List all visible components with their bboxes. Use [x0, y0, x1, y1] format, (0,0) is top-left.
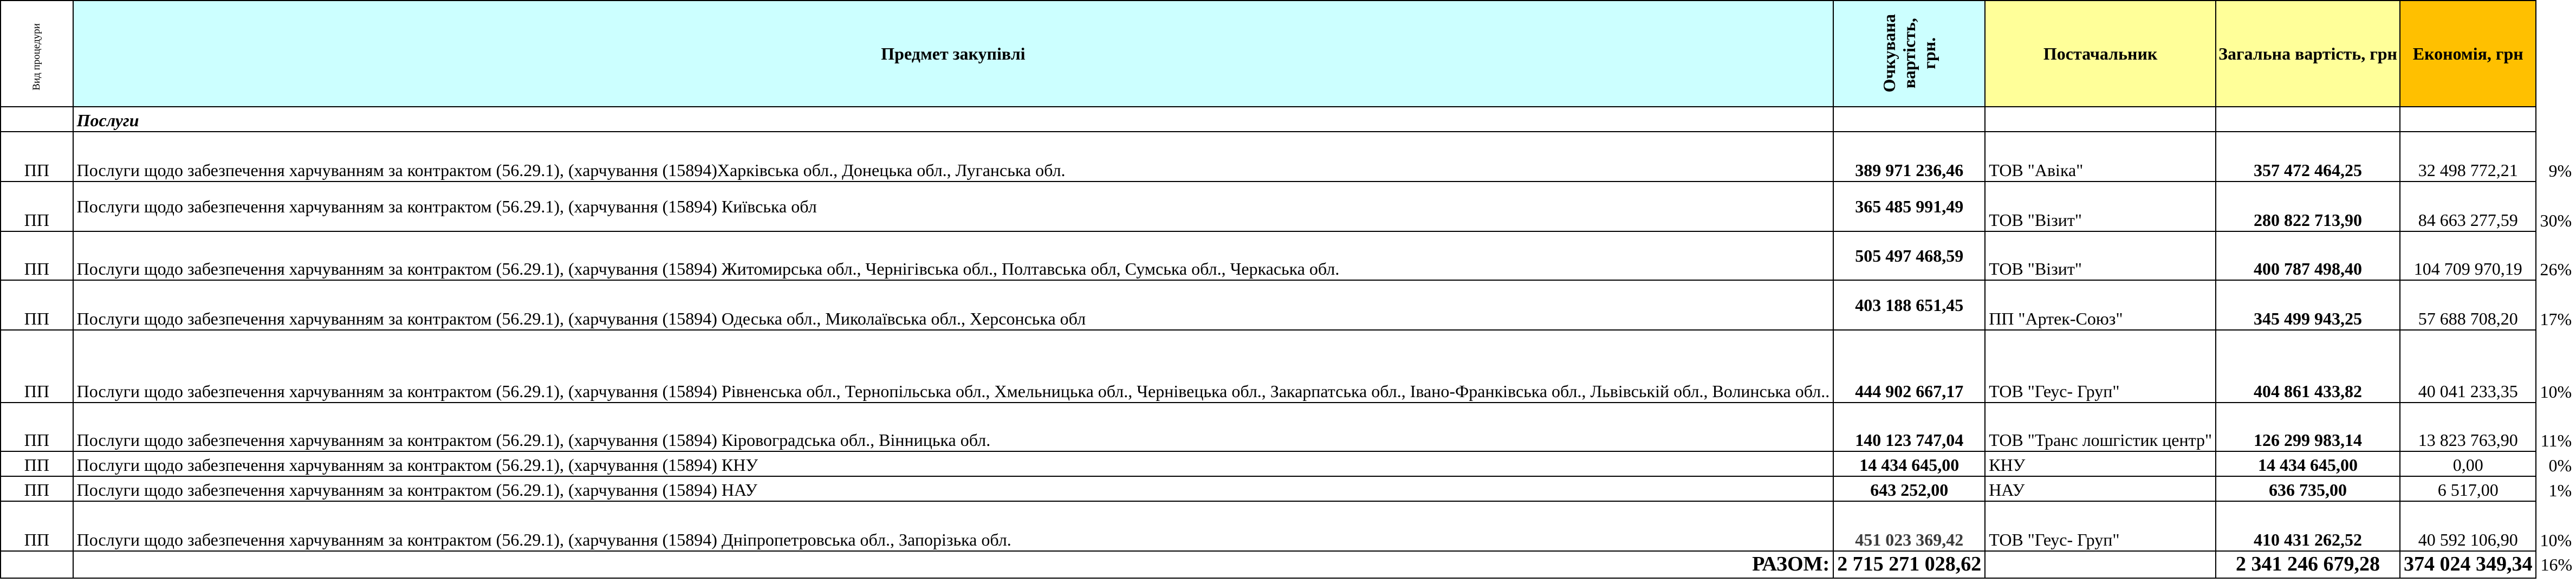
totals-row — [1, 551, 2575, 578]
procedure-cell: ПП — [1, 231, 73, 280]
totals-total-value: 2 341 246 679,28 — [2216, 551, 2400, 578]
procedure-cell: ПП — [1, 501, 73, 551]
header-expected-value: Очкувана вартість, грн. — [1833, 1, 1985, 107]
savings-cell: 104 709 970,19 — [2400, 231, 2536, 280]
header-savings: Економія, грн — [2400, 1, 2536, 107]
subject-cell: Послуги щодо забезпечення харчуванням за контрактом (56.29.1), (харчування (15894) Дніпропетровська обл., Запорізька обл. — [73, 501, 1834, 551]
procedure-cell: ПП — [1, 182, 73, 231]
expected-value-cell: 365 485 991,49 — [1833, 182, 1985, 231]
table-row — [1, 476, 2575, 501]
section-proc-cell — [1, 107, 73, 132]
subject-cell: Послуги щодо забезпечення харчуванням за контрактом (56.29.1), (харчування (15894) НАУ — [73, 476, 1834, 501]
expected-value-cell: 403 188 651,45 — [1833, 280, 1985, 330]
supplier-cell: ТОВ "Візит" — [1985, 231, 2216, 280]
subject-cell: Послуги щодо забезпечення харчуванням за контрактом (56.29.1), (харчування (15894) Київська обл — [73, 182, 1834, 231]
savings-cell: 57 688 708,20 — [2400, 280, 2536, 330]
expected-value-cell: 505 497 468,59 — [1833, 231, 1985, 280]
total-value-cell: 410 431 262,52 — [2216, 501, 2400, 551]
table-row — [1, 451, 2575, 476]
percent-cell: 1% — [2548, 481, 2572, 500]
table-row — [1, 330, 2575, 403]
header-procedure-type: Вид процедури — [1, 1, 73, 107]
savings-cell: 84 663 277,59 — [2400, 182, 2536, 231]
expected-value-cell: 451 023 369,42 — [1833, 501, 1985, 551]
totals-percent: 16% — [2540, 554, 2573, 574]
subject-cell: Послуги щодо забезпечення харчуванням за контрактом (56.29.1), (харчування (15894) Кіровоградська обл., Вінницька обл. — [73, 403, 1834, 451]
percent-cell: 10% — [2540, 530, 2572, 550]
savings-cell: 13 823 763,90 — [2400, 403, 2536, 451]
supplier-cell: ТОВ "Геус- Груп" — [1985, 330, 2216, 403]
table-row — [1, 182, 2575, 231]
total-value-cell: 14 434 645,00 — [2216, 451, 2400, 476]
supplier-cell: ПП "Артек-Союз" — [1985, 280, 2216, 330]
percent-cell: 17% — [2540, 309, 2572, 329]
savings-cell: 0,00 — [2400, 451, 2536, 476]
totals-expected-value: 2 715 271 028,62 — [1833, 551, 1985, 578]
procedure-cell: ПП — [1, 132, 73, 182]
section-row — [1, 107, 2575, 132]
savings-cell: 6 517,00 — [2400, 476, 2536, 501]
procedure-cell: ПП — [1, 280, 73, 330]
savings-cell: 40 592 106,90 — [2400, 501, 2536, 551]
procedure-cell: ПП — [1, 330, 73, 403]
table-row — [1, 403, 2575, 451]
expected-value-cell: 389 971 236,46 — [1833, 132, 1985, 182]
table-row — [1, 280, 2575, 330]
total-value-cell: 400 787 498,40 — [2216, 231, 2400, 280]
percent-cell: 11% — [2540, 431, 2572, 450]
percent-cell: 26% — [2540, 260, 2572, 279]
savings-cell: 32 498 772,21 — [2400, 132, 2536, 182]
procedure-cell: ПП — [1, 476, 73, 501]
total-value-cell: 404 861 433,82 — [2216, 330, 2400, 403]
expected-value-cell: 643 252,00 — [1833, 476, 1985, 501]
supplier-cell: ТОВ "Авіка" — [1985, 132, 2216, 182]
total-value-cell: 357 472 464,25 — [2216, 132, 2400, 182]
supplier-cell: ТОВ "Геус- Груп" — [1985, 501, 2216, 551]
subject-cell: Послуги щодо забезпечення харчуванням за контрактом (56.29.1), (харчування (15894)Харківська обл., Донецька обл., Луганська обл. — [73, 132, 1834, 182]
table-row — [1, 231, 2575, 280]
subject-cell: Послуги щодо забезпечення харчуванням за контрактом (56.29.1), (харчування (15894) Рівненська обл., Тернопільська обл., Хмельницька обл., Чернівецька обл., Закарпатська обл., Івано-Франківська обл., Львівській обл., Волинська обл.. — [73, 330, 1834, 403]
header-subject: Предмет закупівлі — [73, 1, 1834, 107]
total-value-cell: 126 299 983,14 — [2216, 403, 2400, 451]
table-row — [1, 132, 2575, 182]
subject-cell: Послуги щодо забезпечення харчуванням за контрактом (56.29.1), (харчування (15894) КНУ — [73, 451, 1834, 476]
expected-value-cell: 444 902 667,17 — [1833, 330, 1985, 403]
subject-cell: Послуги щодо забезпечення харчуванням за контрактом (56.29.1), (харчування (15894) Одеська обл., Миколаївська обл., Херсонська обл — [73, 280, 1834, 330]
expected-value-cell: 14 434 645,00 — [1833, 451, 1985, 476]
header-total-value: Загальна вартість, грн — [2216, 1, 2400, 107]
header-row — [1, 1, 2575, 107]
subject-cell: Послуги щодо забезпечення харчуванням за контрактом (56.29.1), (харчування (15894) Житомирська обл., Чернігівська обл., Полтавська обл, Сумська обл., Черкаська обл. — [73, 231, 1834, 280]
total-value-cell: 345 499 943,25 — [2216, 280, 2400, 330]
table-row — [1, 501, 2575, 551]
percent-cell: 9% — [2548, 161, 2572, 180]
section-title: Послуги — [73, 107, 1834, 132]
percent-cell: 30% — [2540, 211, 2572, 230]
total-value-cell: 636 735,00 — [2216, 476, 2400, 501]
supplier-cell: ТОВ "Транс лошгістик центр" — [1985, 403, 2216, 451]
procedure-cell: ПП — [1, 403, 73, 451]
header-percent-blank — [2536, 1, 2575, 107]
supplier-cell: ТОВ "Візит" — [1985, 182, 2216, 231]
percent-cell: 0% — [2548, 456, 2572, 475]
supplier-cell: КНУ — [1985, 451, 2216, 476]
expected-value-cell: 140 123 747,04 — [1833, 403, 1985, 451]
savings-cell: 40 041 233,35 — [2400, 330, 2536, 403]
procedure-cell: ПП — [1, 451, 73, 476]
total-value-cell: 280 822 713,90 — [2216, 182, 2400, 231]
totals-savings: 374 024 349,34 — [2400, 551, 2536, 578]
percent-cell: 10% — [2540, 382, 2572, 401]
header-supplier: Постачальник — [1985, 1, 2216, 107]
totals-label: РАЗОМ: — [73, 551, 1834, 578]
supplier-cell: НАУ — [1985, 476, 2216, 501]
